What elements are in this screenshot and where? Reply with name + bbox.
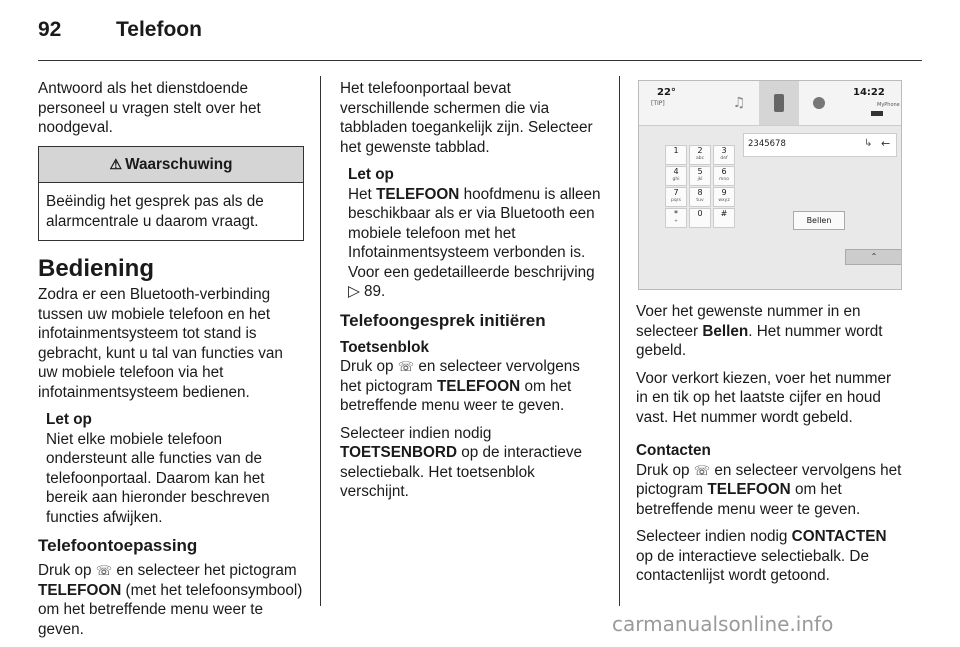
intro-text: Antwoord als het dienstdoende personeel u vragen stelt over het noodgeval. xyxy=(38,80,261,136)
recent-tab-icon[interactable] xyxy=(799,81,839,125)
note-text: Niet elke mobiele telefoon ondersteunt alle functies van de telefoonportaal. Daarom kan het bereik aan hieronder beschreven functies afwijken. xyxy=(46,430,270,526)
keypad-key[interactable]: 7 pqrs xyxy=(665,187,687,207)
bediening-text: Zodra er een Bluetooth-verbinding tussen uw mobiele telefoon en het infotainmentsysteem tot stand is gebracht, kunt u tal van functies van uw mobiele telefoon via het infotainmentsysteem bedienen. xyxy=(38,286,283,401)
chevron-up-icon[interactable]: ⌃ xyxy=(845,249,902,265)
heading-bediening: Bediening xyxy=(38,255,155,282)
subheading-toetsenblok: Toetsenblok xyxy=(340,338,429,356)
call-button[interactable]: Bellen xyxy=(793,211,845,230)
page-header xyxy=(38,18,202,42)
note-label-2: Let op xyxy=(348,166,394,183)
keypad-key[interactable]: # xyxy=(713,208,735,228)
note-text-2: Het TELEFOON hoofdmenu is alleen beschikbaar als er via Bluetooth een mobiele telefoon met het Infotainmentsysteem verbonden is. Voor een gedetailleerde beschrijving ▷ 89. xyxy=(348,185,601,300)
note-block-2 xyxy=(340,165,604,302)
backspace-icon[interactable]: ← xyxy=(881,137,891,150)
keypad-key[interactable]: 8 tuv xyxy=(689,187,711,207)
header-rule xyxy=(38,60,922,61)
warning-body: Beëindig het gesprek pas als de alarmcentrale u daarom vraagt. xyxy=(46,193,264,230)
number-value: 2345678 xyxy=(748,139,786,149)
number-input[interactable] xyxy=(743,133,897,157)
phone-home-icon: ☏ xyxy=(95,563,113,578)
keypad-key[interactable]: 9 wxyz xyxy=(713,187,735,207)
warning-triangle-icon: ⚠ xyxy=(109,155,123,172)
keypad-key[interactable]: 2 abc xyxy=(689,145,711,165)
note-label: Let op xyxy=(46,411,92,428)
column-divider-right xyxy=(619,76,620,606)
status-bar xyxy=(639,81,901,126)
app-text: Druk op ☏ en selecteer het pictogram TELEFOON (met het telefoonsymbool) om het betreffende menu weer te geven. xyxy=(38,562,303,638)
heading-telefoongesprek: Telefoongesprek initiëren xyxy=(340,310,546,330)
note-block xyxy=(38,410,304,527)
phone-home-icon: ☏ xyxy=(397,359,415,374)
column-2 xyxy=(340,79,604,510)
phone-tab-icon[interactable] xyxy=(759,81,799,125)
column-3 xyxy=(636,302,904,594)
heading-telefoontoepassing: Telefoontoepassing xyxy=(38,536,198,555)
warning-title: ⚠ Waarschuwing xyxy=(39,147,303,184)
clock: 14:22 xyxy=(853,87,885,98)
column-1 xyxy=(38,79,304,647)
keypad-key[interactable]: 4 ghi xyxy=(665,166,687,186)
contacten-text: Druk op ☏ en selecteer vervolgens het pictogram TELEFOON om het betreffende menu weer te geven. xyxy=(636,461,902,518)
warning-box xyxy=(38,146,304,242)
phone-home-icon: ☏ xyxy=(693,462,711,478)
keypad-key[interactable]: 1 xyxy=(665,145,687,165)
portal-intro: Het telefoonportaal bevat verschillende schermen die via tabbladen toegankelijk zijn. Selecteer het gewenste tabblad. xyxy=(340,80,593,156)
toetsenblok-text: Druk op ☏ en selecteer vervolgens het pictogram TELEFOON om het betreffende menu weer te geven. xyxy=(340,358,580,414)
temperature: 22° xyxy=(657,87,676,98)
redial-icon[interactable]: ↳ xyxy=(864,138,873,149)
music-tab-icon[interactable]: ♫ xyxy=(732,95,746,111)
keypad-key[interactable]: 3 def xyxy=(713,145,735,165)
column-divider-left xyxy=(320,76,321,606)
battery-icon xyxy=(871,111,883,116)
select-keyboard-text: Selecteer indien nodig TOETSENBORD op de interactieve selectiebalk. Het toetsenblok verschijnt. xyxy=(340,424,583,500)
keypad-key[interactable]: 6 mno xyxy=(713,166,735,186)
subheading-contacten: Contacten xyxy=(636,442,711,459)
page-ref-icon: ▷ xyxy=(348,283,360,300)
page-title: Telefoon xyxy=(116,18,202,41)
dial-text: Voer het gewenste nummer in en selecteer Bellen. Het nummer wordt gebeld. xyxy=(636,303,883,359)
keypad-key[interactable]: 5 jkl xyxy=(689,166,711,186)
keypad-key[interactable]: 0 xyxy=(689,208,711,228)
select-contacts-text: Selecteer indien nodig CONTACTEN op de interactieve selectiebalk. De contactenlijst wordt getoond. xyxy=(636,528,887,584)
device-name: MyPhone xyxy=(877,102,900,108)
page-number: 92 xyxy=(38,18,62,41)
speed-dial-text: Voor verkort kiezen, voer het nummer in en tik op het laatste cijfer en houd vast. Het nummer wordt gebeld. xyxy=(636,369,892,426)
keypad-key[interactable]: * + xyxy=(665,208,687,228)
watermark: carmanualsonline.info xyxy=(612,612,834,636)
tip-label: [TIP] xyxy=(651,100,665,107)
infotainment-screenshot xyxy=(638,80,902,290)
